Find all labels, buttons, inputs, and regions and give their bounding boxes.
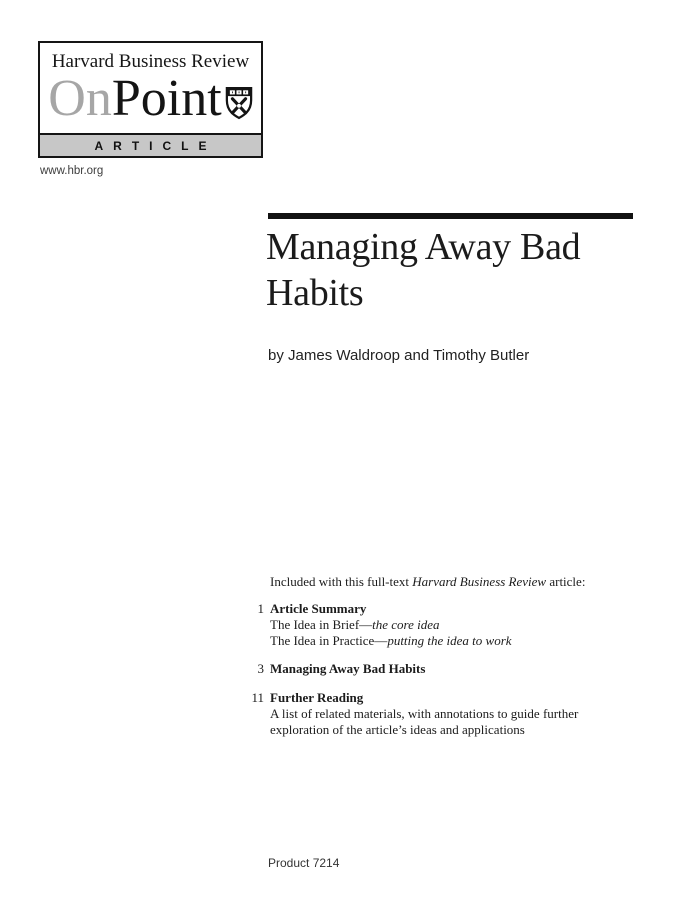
contents-items — [240, 601, 640, 737]
contents-item — [240, 601, 640, 648]
contents-item-page-number: 3 — [257, 661, 264, 676]
contents-intro-prefix: Included with this full-text — [270, 574, 413, 589]
contents-item — [240, 690, 640, 737]
logo-article-banner — [40, 133, 261, 156]
contents-list — [240, 574, 640, 750]
contents-item-title: Managing Away Bad Habits — [270, 661, 426, 676]
logo-on-text: On — [48, 70, 112, 127]
logo-onpoint-wordmark — [40, 71, 261, 127]
contents-item-page-number: 1 — [257, 601, 264, 616]
contents-item-title: Article Summary — [270, 601, 367, 616]
article-banner-label: ARTICLE — [94, 138, 217, 153]
article-title: Managing Away Bad Habits — [266, 226, 581, 314]
contents-item-description: The Idea in Practice—putting the idea to work — [270, 632, 512, 648]
contents-intro-italic: Harvard Business Review — [412, 574, 547, 589]
contents-item-body — [270, 601, 615, 648]
logo-point-text: Point — [111, 70, 222, 127]
product-number: Product 7214 — [268, 856, 340, 870]
article-byline: by James Waldroop and Timothy Butler — [268, 347, 530, 364]
contents-intro — [270, 574, 640, 590]
hbr-onpoint-logo — [38, 41, 263, 158]
harvard-shield-icon — [225, 86, 253, 120]
contents-item-body — [270, 690, 615, 737]
contents-item-description: The Idea in Brief—the core idea — [270, 617, 440, 632]
contents-item-description: A list of related materials, with annotations to guide further exploration of the article’s ideas and applications — [270, 706, 579, 737]
site-url: www.hbr.org — [40, 165, 104, 177]
contents-intro-suffix: article: — [546, 574, 586, 589]
contents-item — [240, 661, 640, 677]
contents-item-title: Further Reading — [270, 690, 364, 705]
contents-item-page-number: 11 — [251, 690, 264, 705]
logo-brand-text: Harvard Business Review — [51, 51, 250, 72]
contents-item-body — [270, 661, 615, 677]
title-rule — [268, 213, 633, 219]
